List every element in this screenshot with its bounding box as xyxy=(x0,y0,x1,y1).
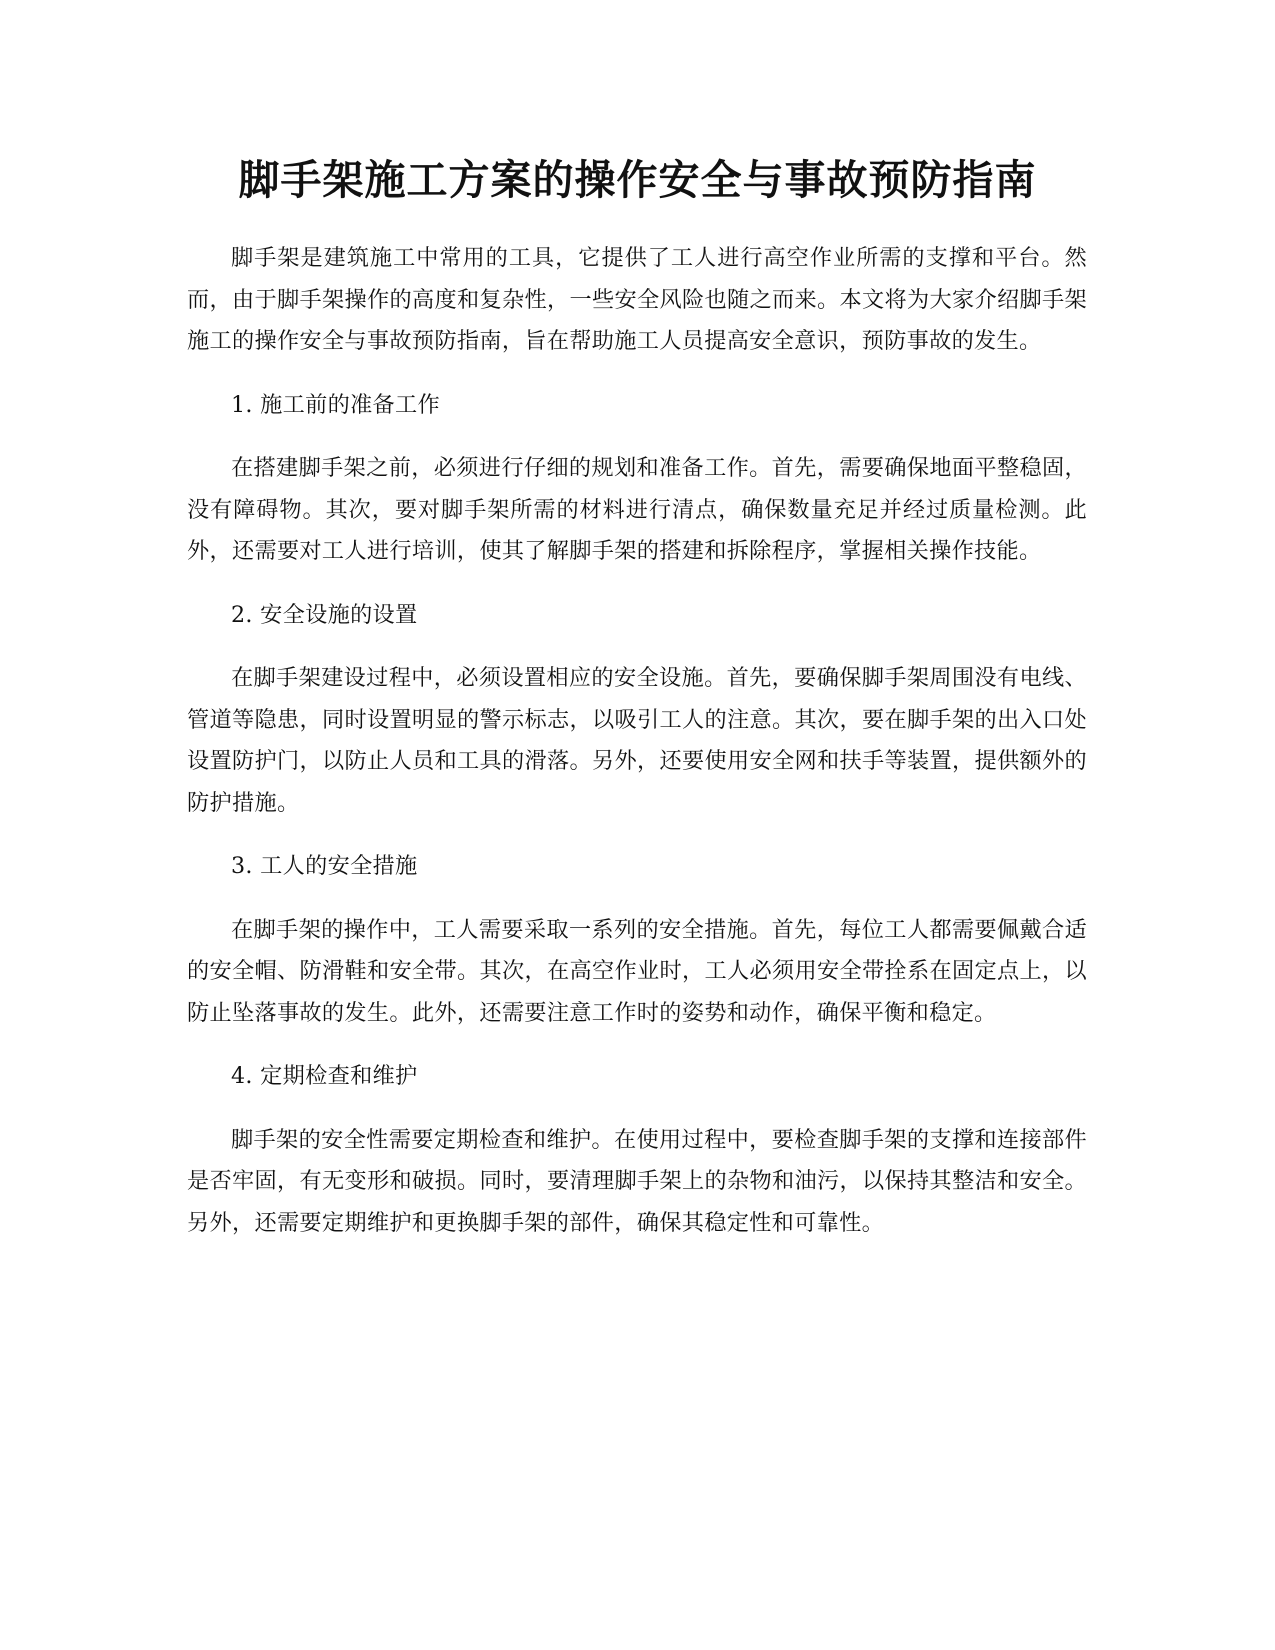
document-title: 脚手架施工方案的操作安全与事故预防指南 xyxy=(238,156,1037,204)
section-heading-2: 2. 安全设施的设置 xyxy=(231,601,418,628)
section-paragraph-3: 在脚手架的操作中，工人需要采取一系列的安全措施。首先，每位工人都需要佩戴合适的安全帽、防滑鞋和安全带。其次，在高空作业时，工人必须用安全带拴系在固定点上，以防止坠落事故的发生。此外，还需要注意工作时的姿势和动作，确保平衡和稳定。 xyxy=(187,916,1087,1026)
section-heading-1: 1. 施工前的准备工作 xyxy=(231,391,441,418)
section-heading-3: 3. 工人的安全措施 xyxy=(231,853,418,879)
section-paragraph-2: 在脚手架建设过程中，必须设置相应的安全设施。首先，要确保脚手架周围没有电线、管道等隐患，同时设置明显的警示标志，以吸引工人的注意。其次，要在脚手架的出入口处设置防护门，以防止人员和工具的滑落。另外，还要使用安全网和扶手等装置，提供额外的防护措施。 xyxy=(187,665,1087,816)
intro-paragraph: 脚手架是建筑施工中常用的工具，它提供了工人进行高空作业所需的支撑和平台。然而，由于脚手架操作的高度和复杂性，一些安全风险也随之而来。本文将为大家介绍脚手架施工的操作安全与事故预防指南，旨在帮助施工人员提高安全意识，预防事故的发生。 xyxy=(187,245,1087,354)
section-heading-4: 4. 定期检查和维护 xyxy=(231,1063,418,1089)
section-paragraph-4: 脚手架的安全性需要定期检查和维护。在使用过程中，要检查脚手架的支撑和连接部件是否牢固，有无变形和破损。同时，要清理脚手架上的杂物和油污，以保持其整洁和安全。另外，还需要定期维护和更换脚手架的部件，确保其稳定性和可靠性。 xyxy=(187,1126,1087,1236)
section-paragraph-1: 在搭建脚手架之前，必须进行仔细的规划和准备工作。首先，需要确保地面平整稳固，没有障碍物。其次，要对脚手架所需的材料进行清点，确保数量充足并经过质量检测。此外，还需要对工人进行培训，使其了解脚手架的搭建和拆除程序，掌握相关操作技能。 xyxy=(187,455,1087,564)
document-body xyxy=(187,238,1087,1244)
